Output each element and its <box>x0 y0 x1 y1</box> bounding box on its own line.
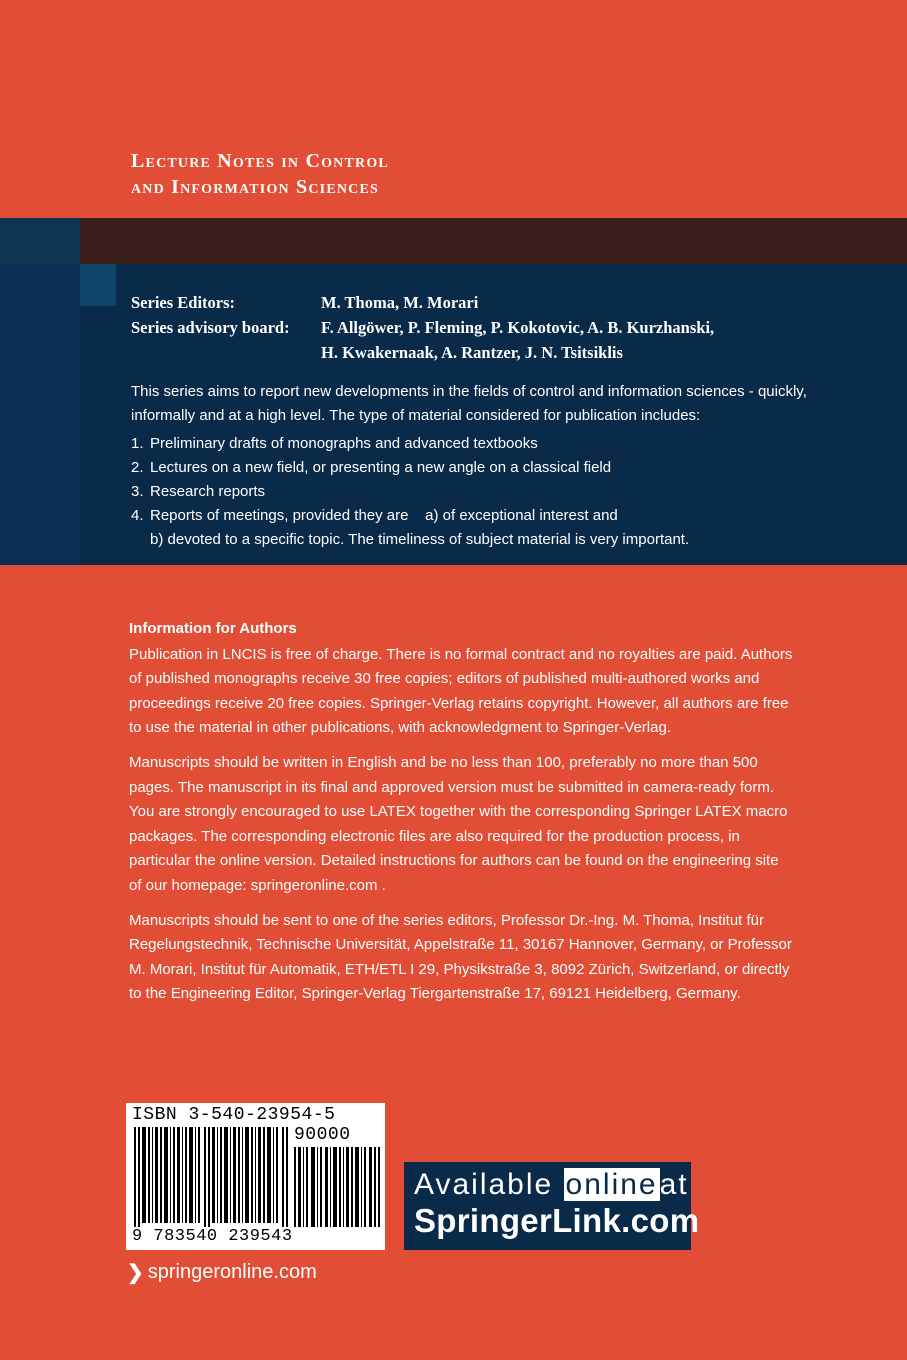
advisory-board-label: Series advisory board: <box>131 318 290 337</box>
material-list <box>131 432 811 528</box>
advisory-board-value <box>321 315 714 365</box>
advisory-line-2: H. Kwakernaak, A. Rantzer, J. N. Tsitsiklis <box>321 343 623 362</box>
series-title-line2: and Information Sciences <box>131 176 380 198</box>
list-number: 1. <box>131 435 144 452</box>
springerlink-brand: SpringerLink.com <box>414 1202 700 1239</box>
online-highlight: online <box>565 1168 658 1201</box>
series-editors-row <box>131 290 714 315</box>
authors-heading: Information for Authors <box>129 620 297 637</box>
list-item <box>131 504 811 528</box>
series-description <box>131 380 811 552</box>
panel-edge <box>0 264 80 565</box>
list-item <box>131 480 811 504</box>
springerlink-badge[interactable] <box>404 1162 700 1250</box>
decorative-square <box>80 264 116 306</box>
ean-number: 9 783540 239543 <box>132 1227 293 1246</box>
editors-block <box>131 290 714 365</box>
series-editors-label: Series Editors: <box>131 293 236 312</box>
list-text: Preliminary drafts of monographs and advanced textbooks <box>150 435 538 452</box>
series-editors-value: M. Thoma, M. Morari <box>321 293 479 312</box>
at-text: at <box>659 1168 689 1201</box>
intro-text: This series aims to report new developments in the fields of control and information sciences - quickly, informally and at a high level. The type of material considered for publication includes: <box>131 383 807 424</box>
available-text: Available <box>414 1168 554 1201</box>
authors-paragraph-2: Manuscripts should be written in English and be no less than 100, preferably no more than 500 pages. The manuscript in its final and approved version must be submitted in camera-ready form. You are strongly encouraged to use LATEX together with the corresponding Springer LATEX macro packages. The corresponding electronic files are also required for the production process, in particular the online version. Detailed instructions for authors can be found on the engineering site of our homepage: springeronline.com . <box>129 753 788 894</box>
list-number: 3. <box>131 483 144 500</box>
list-item <box>131 432 811 456</box>
series-title <box>131 148 389 200</box>
list-text: Lectures on a new field, or presenting a new angle on a classical field <box>150 459 612 476</box>
list-text: Reports of meetings, provided they are a) of exceptional interest and <box>150 507 618 524</box>
available-online-line <box>414 1168 689 1202</box>
authors-paragraph-3: Manuscripts should be sent to one of the series editors, Professor Dr.-Ing. M. Thoma, Institut für Regelungstechnik, Technische Universität, Appelstraße 11, 30167 Hannover, Germany, or Professor M. Morari, Institut für Automatik, ETH/ETL I 29, Physikstraße 3, 8092 Zürich, Switzerland, or directly to the Engineering Editor, Springer-Verlag Tiergartenstraße 17, 69121 Heidelberg, Germany. <box>129 911 792 1003</box>
advisory-board-row <box>131 315 714 365</box>
decorative-band-square <box>0 218 80 264</box>
website-text: springeronline.com <box>147 1261 317 1283</box>
chevron-right-icon: ❯ <box>127 1262 144 1284</box>
isbn-barcode <box>126 1103 385 1250</box>
advisory-line-1: F. Allgöwer, P. Fleming, P. Kokotovic, A. B. Kurzhanski, <box>321 318 715 337</box>
list-text: Research reports <box>150 483 266 500</box>
barcode-bars <box>132 1127 288 1227</box>
information-for-authors <box>129 617 794 1017</box>
list-number: 2. <box>131 459 144 476</box>
isbn-number: ISBN 3-540-23954-5 <box>132 1105 336 1125</box>
website-link[interactable] <box>127 1260 317 1285</box>
decorative-band <box>80 218 907 264</box>
price-barcode-bars <box>294 1147 380 1227</box>
series-title-line1: Lecture Notes in Control <box>131 150 389 172</box>
list-item-continuation: b) devoted to a specific topic. The timeliness of subject material is very important. <box>150 531 690 548</box>
list-number: 4. <box>131 507 144 524</box>
price-code: 90000 <box>294 1125 351 1145</box>
list-item <box>131 456 811 480</box>
authors-paragraph-1: Publication in LNCIS is free of charge. There is no formal contract and no royalties are paid. Authors of published monographs receive 30 free copies; editors of published multi-authored works and proceedings receive 20 free copies. Springer-Verlag retains copyright. However, all authors are free to use the material in other publications, with acknowledgment to Springer-Verlag. <box>129 645 793 737</box>
